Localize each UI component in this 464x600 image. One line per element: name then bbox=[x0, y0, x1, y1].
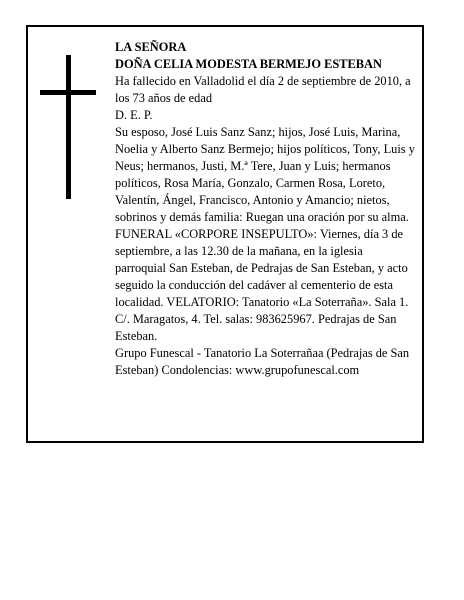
obituary-notice bbox=[26, 25, 424, 443]
notice-title-line1: LA SEÑORA bbox=[115, 40, 187, 54]
funeral-company: Grupo Funescal - Tanatorio La Soterrañaa (Pedrajas de San Esteban) Condolencias: www.grupofunescal.com bbox=[115, 346, 410, 377]
cross-vertical-bar bbox=[66, 55, 71, 199]
cross-horizontal-bar bbox=[40, 90, 96, 95]
family-paragraph: Su esposo, José Luis Sanz Sanz; hijos, José Luis, Marina, Noelia y Alberto Sanz Bermejo; hijos políticos, Tony, Luis y Neus; hermanos, Justi, M.ª Tere, Juan y Luis; hermanos políticos, Rosa María, Gonzalo, Carmen Rosa, Loreto, Valentín, Ángel, Francisco, Antonio y Amancio; nietos, sobrinos y demás familia: Ruegan una oración por su alma. bbox=[115, 125, 415, 224]
dep-line: D. E. P. bbox=[115, 108, 153, 122]
notice-text bbox=[115, 39, 415, 379]
deceased-name: DOÑA CELIA MODESTA BERMEJO ESTEBAN bbox=[115, 57, 382, 71]
death-info: Ha fallecido en Valladolid el día 2 de septiembre de 2010, a los 73 años de edad bbox=[115, 74, 411, 105]
funeral-paragraph: FUNERAL «CORPORE INSEPULTO»: Viernes, día 3 de septiembre, a las 12.30 de la mañana, en la iglesia parroquial San Esteban, de Pedrajas de San Esteban, y acto seguido la conducción del cadáver al cementerio de esta localidad. VELATORIO: Tanatorio «La Soterraña». Sala 1. C/. Maragatos, 4. Tel. salas: 983625967. Pedrajas de San Esteban. bbox=[115, 227, 409, 343]
cross-icon bbox=[40, 55, 96, 199]
